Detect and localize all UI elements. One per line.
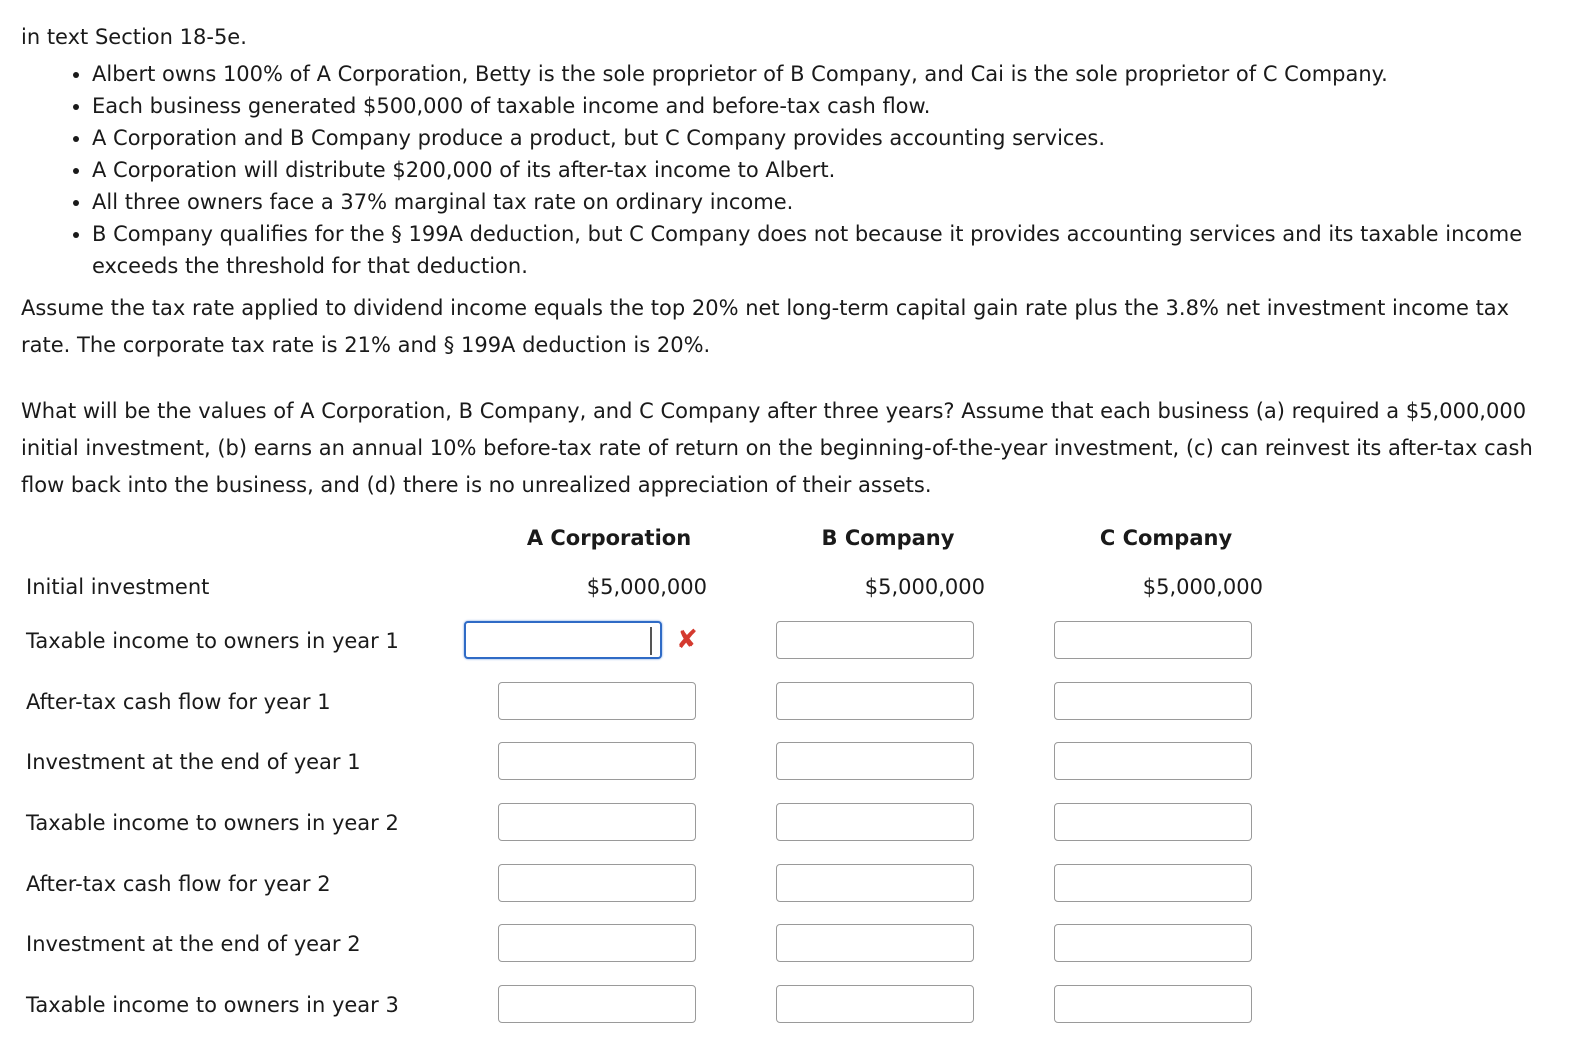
c-company-taxable-income-year1-input[interactable]	[1054, 621, 1252, 659]
column-header-c-company: C Company	[1099, 526, 1233, 550]
a-corp-after-tax-cash-flow-year1-input[interactable]	[498, 682, 696, 720]
row-label: Taxable income to owners in year 2	[26, 811, 399, 835]
fact-item: • A Corporation and B Company produce a product, but C Company provides accounting services.	[92, 122, 1532, 154]
row-label: After-tax cash flow for year 2	[26, 872, 331, 896]
assumption-text: Assume the tax rate applied to dividend income equals the top 20% net long-term capital gain rate plus the 3.8% net investment income tax rate. The corporate tax rate is 21% and § 199A deduction is 20%.	[21, 296, 1510, 357]
fact-item: • Albert owns 100% of A Corporation, Betty is the sole proprietor of B Company, and Cai is the sole proprietor of C Company.	[92, 58, 1532, 90]
initial-value-a: $5,000,000	[586, 575, 707, 599]
question-text: What will be the values of A Corporation, B Company, and C Company after three years? Assume that each business (a) required a $5,000,000 initial investment, (b) earns an annual 10% before-tax rate of return on the beginning-of-the-year investment, (c) can reinvest its after-tax cash flow back into the business, and (d) there is no unrealized appreciation of their assets.	[21, 399, 1533, 497]
c-company-taxable-income-year2-input[interactable]	[1054, 803, 1252, 841]
row-label: Taxable income to owners in year 1	[26, 629, 399, 653]
a-corp-investment-end-year2-input[interactable]	[498, 924, 696, 962]
c-company-taxable-income-year3-input[interactable]	[1054, 985, 1252, 1023]
c-company-after-tax-cash-flow-year1-input[interactable]	[1054, 682, 1252, 720]
a-corp-taxable-income-year3-input[interactable]	[498, 985, 696, 1023]
row-label: Investment at the end of year 1	[26, 750, 361, 774]
facts-list	[62, 58, 1532, 282]
a-corp-after-tax-cash-flow-year2-input[interactable]	[498, 864, 696, 902]
b-company-taxable-income-year3-input[interactable]	[776, 985, 974, 1023]
b-company-after-tax-cash-flow-year1-input[interactable]	[776, 682, 974, 720]
a-corp-investment-end-year1-input[interactable]	[498, 742, 696, 780]
b-company-after-tax-cash-flow-year2-input[interactable]	[776, 864, 974, 902]
c-company-investment-end-year1-input[interactable]	[1054, 742, 1252, 780]
row-label-initial-investment: Initial investment	[26, 575, 210, 599]
a-corp-taxable-income-year1-input[interactable]	[464, 621, 662, 659]
intro-text: in text Section 18-5e.	[21, 25, 247, 49]
b-company-taxable-income-year2-input[interactable]	[776, 803, 974, 841]
initial-value-b: $5,000,000	[864, 575, 985, 599]
b-company-investment-end-year1-input[interactable]	[776, 742, 974, 780]
b-company-investment-end-year2-input[interactable]	[776, 924, 974, 962]
c-company-after-tax-cash-flow-year2-input[interactable]	[1054, 864, 1252, 902]
column-header-b-company: B Company	[821, 526, 955, 550]
row-label: Taxable income to owners in year 3	[26, 993, 399, 1017]
fact-item: • Each business generated $500,000 of taxable income and before-tax cash flow.	[92, 90, 1532, 122]
a-corp-taxable-income-year2-input[interactable]	[498, 803, 696, 841]
text-cursor	[650, 627, 652, 655]
fact-item: • A Corporation will distribute $200,000 of its after-tax income to Albert.	[92, 154, 1532, 186]
row-label: Investment at the end of year 2	[26, 932, 361, 956]
row-label: After-tax cash flow for year 1	[26, 690, 331, 714]
c-company-investment-end-year2-input[interactable]	[1054, 924, 1252, 962]
fact-item: • All three owners face a 37% marginal tax rate on ordinary income.	[92, 186, 1532, 218]
initial-value-c: $5,000,000	[1142, 575, 1263, 599]
fact-item: • B Company qualifies for the § 199A deduction, but C Company does not because it provides accounting services and its taxable income exceeds the threshold for that deduction.	[92, 218, 1532, 282]
incorrect-x-icon: ✘	[676, 625, 698, 655]
b-company-taxable-income-year1-input[interactable]	[776, 621, 974, 659]
column-header-a-corporation: A Corporation	[526, 526, 692, 550]
